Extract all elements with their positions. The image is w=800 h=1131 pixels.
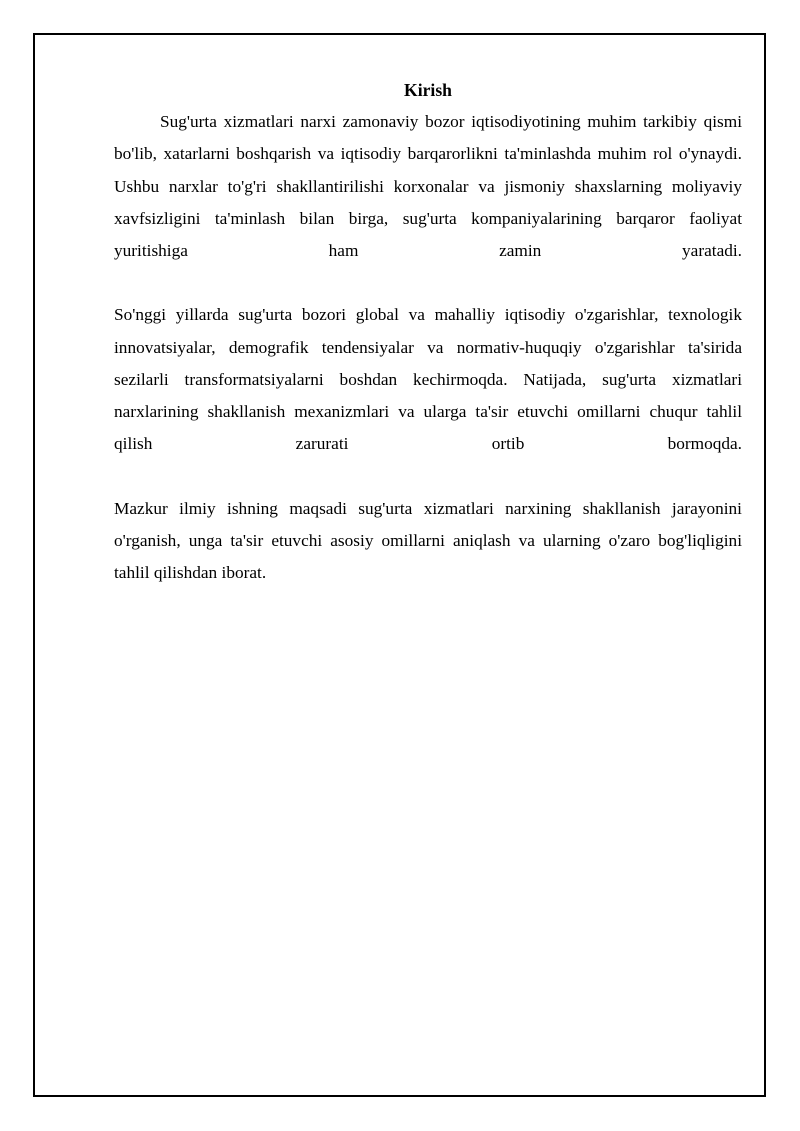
document-title: Kirish (404, 80, 452, 100)
paragraph-3: Mazkur ilmiy ishning maqsadi sug'urta xizmatlari narxining shakllanish jarayonini o'rganish, unga ta'sir etuvchi asosiy omillarni aniqlash va ularning o'zaro bog'liqligini tahlil qilishdan iborat. (114, 498, 742, 583)
document-body (114, 74, 742, 621)
paragraph-1: Sug'urta xizmatlari narxi zamonaviy bozor iqtisodiyotining muhim tarkibiy qismi bo'lib, xatarlarni boshqarish va iqtisodiy barqarorlikni ta'minlashda muhim rol o'ynaydi. Ushbu narxlar to'g'ri shakllantirilishi korxonalar va jismoniy shaxslarning moliyaviy xavfsizligini ta'minlash bilan birga, sug'urta kompaniyalarining barqaror faoliyat yuritishiga ham zamin yaratadi. (114, 112, 742, 261)
paragraph-2: So'nggi yillarda sug'urta bozori global va mahalliy iqtisodiy o'zgarishlar, texnologik innovatsiyalar, demografik tendensiyalar va normativ-huquqiy o'zgarishlar ta'sirida sezilarli transformatsiyalarni boshdan kechirmoqda. Natijada, sug'urta xizmatlari narxlarining shakllanish mexanizmlari va ularga ta'sir etuvchi omillarni chuqur tahlil qilish zarurati ortib bormoqda. (114, 305, 742, 454)
